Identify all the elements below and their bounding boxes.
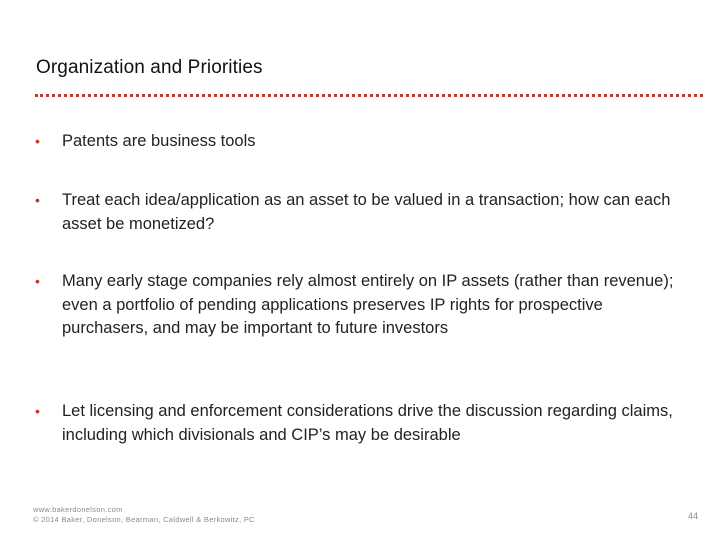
bullet-marker: • [35,403,40,419]
bullet-marker: • [35,273,40,289]
footer [33,505,255,525]
bullet-text: Treat each idea/application as an asset to be valued in a transaction; how can each asset be monetized? [62,191,671,233]
bullet-text: Patents are business tools [62,132,256,150]
bullet-item [30,130,690,154]
bullet-item [30,189,690,236]
footer-copyright: © 2014 Baker, Donelson, Bearman, Caldwell & Berkowitz, PC [33,515,255,524]
bullet-marker: • [35,192,40,208]
title-divider [35,94,703,97]
page-number: 44 [687,511,698,521]
bullet-item [30,400,690,447]
bullet-item [30,270,690,341]
bullet-text: Let licensing and enforcement considerations drive the discussion regarding claims, including which divisionals and CIP’s may be desirable [62,402,673,444]
bullet-marker: • [35,133,40,149]
footer-website: www.bakerdonelson.com [33,505,123,514]
slide-title: Organization and Priorities [36,57,263,78]
bullet-text: Many early stage companies rely almost entirely on IP assets (rather than revenue); even a portfolio of pending applications preserves IP rights for prospective purchasers, and may be important to future investors [62,272,674,337]
